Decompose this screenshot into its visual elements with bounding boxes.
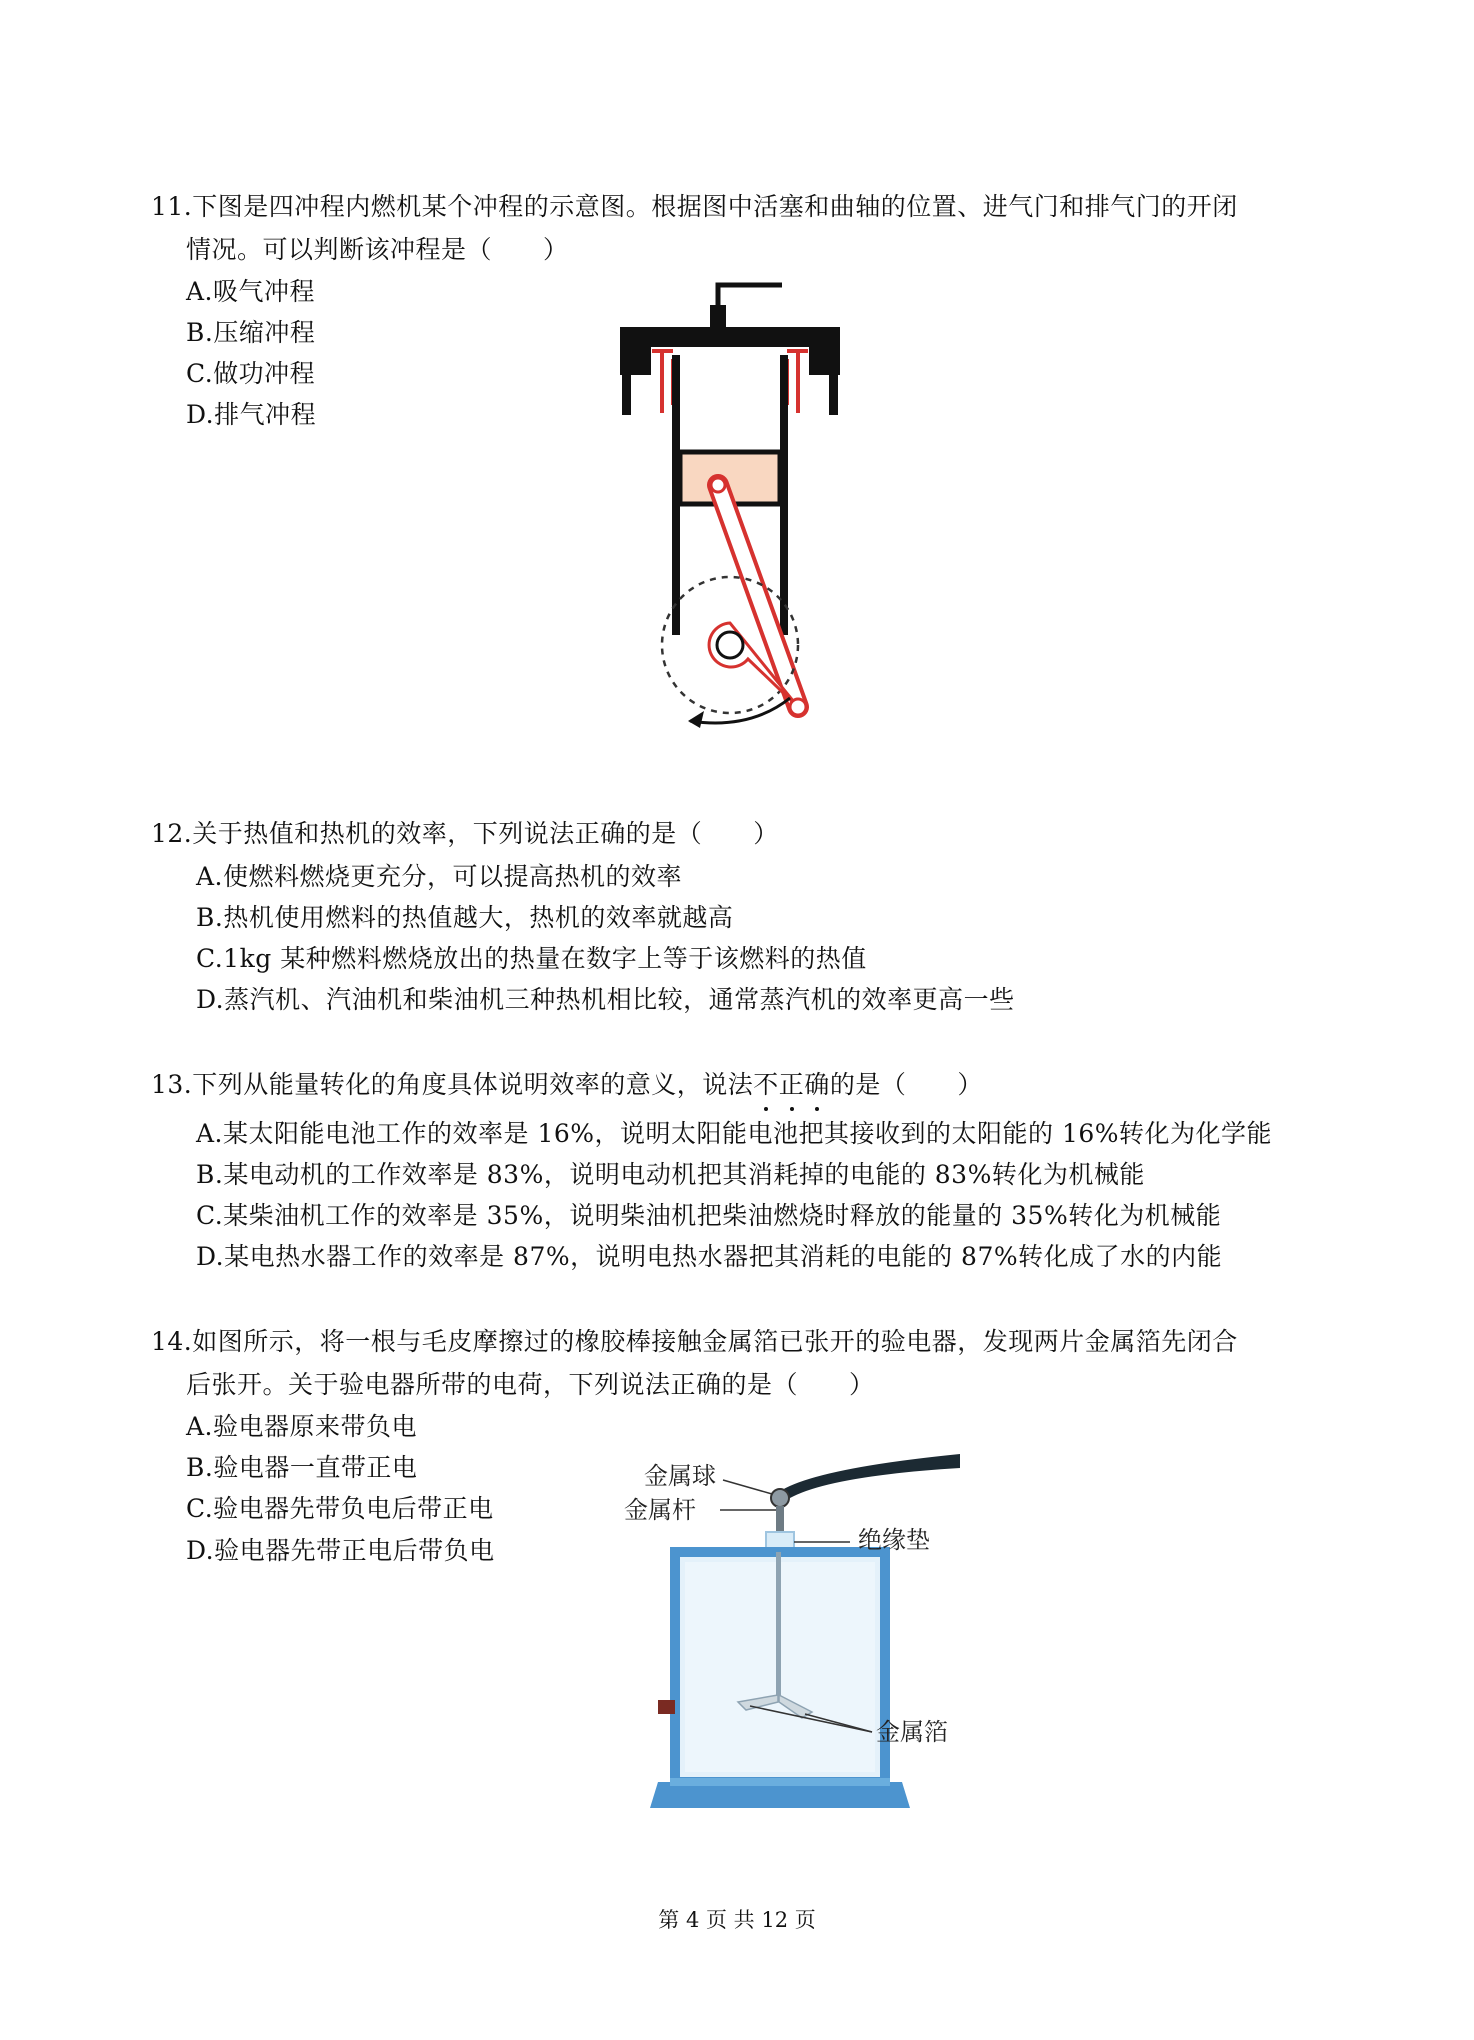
- intake-valve: [652, 351, 673, 413]
- q12-option-d: D.蒸汽机、汽油机和柴油机三种热机相比较，通常蒸汽机的效率更高一些: [196, 985, 1015, 1014]
- q13-option-c: C.某柴油机工作的效率是 35%，说明柴油机把柴油燃烧时释放的能量的 35%转化为机械能: [196, 1201, 1222, 1230]
- q13-stem-pre: 13.下列从能量转化的角度具体说明效率的意义，说法: [151, 1070, 754, 1099]
- q11-option-a: A.吸气冲程: [186, 277, 316, 306]
- q13-option-d: D.某电热水器工作的效率是 87%，说明电热水器把其消耗的电能的 87%转化成了水的内能: [196, 1242, 1223, 1271]
- page-footer: 第 4 页 共 12 页: [658, 1908, 816, 1932]
- q11-option-c: C.做功冲程: [186, 359, 316, 388]
- base-top: [670, 1778, 890, 1786]
- electroscope-diagram: [610, 1440, 970, 1820]
- label-insulating-pad: 绝缘垫: [858, 1526, 930, 1554]
- q13-stem: [151, 1068, 983, 1102]
- leader-ball: [723, 1480, 772, 1494]
- crankshaft: [717, 632, 743, 658]
- q13-emphasis-1: 不: [753, 1068, 779, 1102]
- crank-pin: [790, 699, 806, 715]
- q14-option-d: D.验电器先带正电后带负电: [186, 1536, 495, 1565]
- q13-option-a: A.某太阳能电池工作的效率是 16%，说明太阳能电池把其接收到的太阳能的 16%转化为化学能: [196, 1119, 1273, 1148]
- q13-stem-post: 的是（ ）: [829, 1070, 983, 1099]
- label-metal-foil: 金属箔: [876, 1718, 948, 1746]
- label-metal-rod: 金属杆: [624, 1496, 696, 1524]
- q14-stem-line2: 后张开。关于验电器所带的电荷，下列说法正确的是（ ）: [186, 1370, 875, 1399]
- engine-diagram: [600, 275, 860, 735]
- q11-stem-line2: 情况。可以判断该冲程是（ ）: [186, 235, 569, 264]
- label-metal-ball: 金属球: [644, 1462, 716, 1490]
- q11-option-d: D.排气冲程: [186, 400, 317, 429]
- q13-option-b: B.某电动机的工作效率是 83%，说明电动机把其消耗掉的电能的 83%转化为机械能: [196, 1160, 1145, 1189]
- terminal-knob: [658, 1700, 675, 1714]
- q12-option-a: A.使燃料燃烧更充分，可以提高热机的效率: [196, 862, 683, 891]
- piston-pin: [711, 478, 725, 492]
- q13-emphasis-3: 确: [804, 1068, 830, 1102]
- rubber-rod: [782, 1454, 960, 1498]
- q12-option-c: C.1kg 某种燃料燃烧放出的热量在数字上等于该燃料的热值: [196, 944, 867, 973]
- cylinder-wall-left: [622, 355, 631, 415]
- q13-emphasis-2: 正: [779, 1068, 805, 1102]
- q14-option-c: C.验电器先带负电后带正电: [186, 1494, 494, 1523]
- q11-option-b: B.压缩冲程: [186, 318, 316, 347]
- q12-stem: 12.关于热值和热机的效率，下列说法正确的是（ ）: [151, 819, 779, 848]
- q12-option-b: B.热机使用燃料的热值越大，热机的效率就越高: [196, 903, 734, 932]
- spark-plug: [718, 285, 782, 330]
- cylinder-wall-right: [829, 355, 838, 415]
- rotation-arrow-head-icon: [688, 711, 704, 728]
- q11-stem-line1: 11.下图是四冲程内燃机某个冲程的示意图。根据图中活塞和曲轴的位置、进气门和排气门的开闭: [151, 192, 1238, 221]
- rotation-arrow: [690, 698, 790, 723]
- q14-stem-line1: 14.如图所示，将一根与毛皮摩擦过的橡胶棒接触金属箔已张开的验电器，发现两片金属箔先闭合: [151, 1327, 1238, 1356]
- metal-ball: [771, 1489, 789, 1507]
- q14-option-a: A.验电器原来带负电: [186, 1412, 418, 1441]
- exhaust-valve: [787, 351, 808, 413]
- metal-rod-inner: [776, 1552, 781, 1702]
- q14-option-b: B.验电器一直带正电: [186, 1453, 418, 1482]
